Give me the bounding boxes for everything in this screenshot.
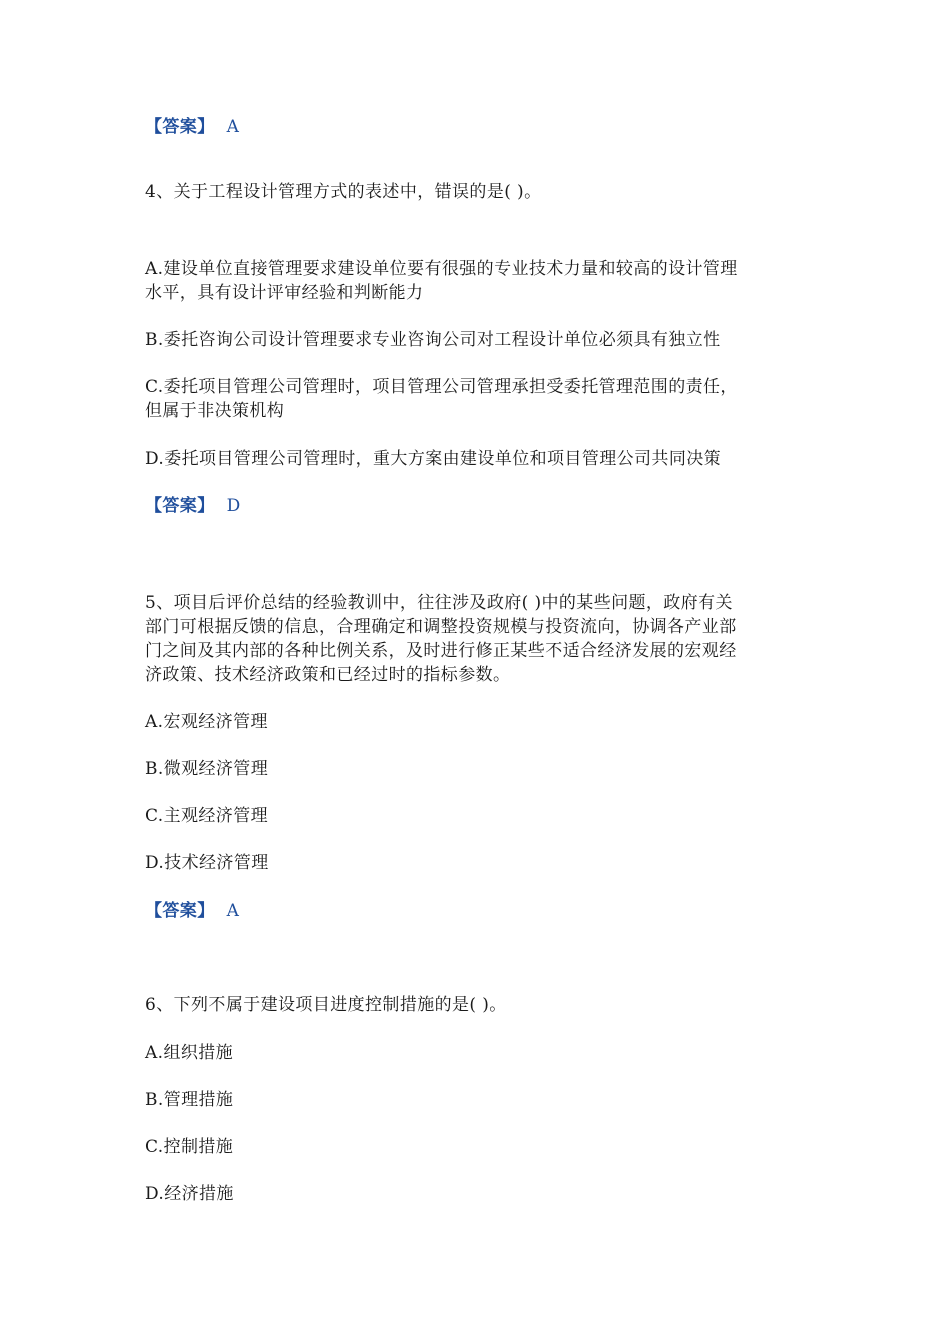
answer-line-q4 (145, 495, 241, 517)
question-5-option-b: B.微观经济管理 (145, 759, 269, 779)
question-6-option-c: C.控制措施 (145, 1137, 234, 1157)
answer-label: 【答案】 (145, 901, 215, 921)
answer-value: A (226, 117, 240, 137)
question-4-option-c-line1: C.委托项目管理公司管理时，项目管理公司管理承担受委托管理范围的责任， (145, 377, 738, 397)
question-6-option-b: B.管理措施 (145, 1090, 234, 1110)
answer-line-q5 (145, 900, 239, 922)
question-5-stem-line2: 部门可根据反馈的信息，合理确定和调整投资规模与投资流向，协调各产业部 (145, 617, 737, 637)
question-4-option-a-line2: 水平，具有设计评审经验和判断能力 (145, 283, 424, 303)
question-6-stem: 6、下列不属于建设项目进度控制措施的是( )。 (145, 995, 507, 1015)
question-4-option-b: B.委托咨询公司设计管理要求专业咨询公司对工程设计单位必须具有独立性 (145, 330, 721, 350)
answer-label: 【答案】 (145, 496, 215, 516)
question-6-option-a: A.组织措施 (145, 1043, 234, 1063)
question-5-stem-line3: 门之间及其内部的各种比例关系，及时进行修正某些不适合经济发展的宏观经 (145, 641, 737, 661)
answer-line-q3 (145, 116, 239, 138)
answer-label: 【答案】 (145, 117, 215, 137)
question-5-stem-line4: 济政策、技术经济政策和已经过时的指标参数。 (145, 665, 511, 685)
question-4-option-c-line2: 但属于非决策机构 (145, 401, 285, 421)
question-4-option-a-line1: A.建设单位直接管理要求建设单位要有很强的专业技术力量和较高的设计管理 (145, 259, 738, 279)
question-5-stem-line1: 5、项目后评价总结的经验教训中，往往涉及政府( )中的某些问题，政府有关 (145, 593, 733, 613)
question-5-option-c: C.主观经济管理 (145, 806, 269, 826)
question-5-option-d: D.技术经济管理 (145, 853, 269, 873)
answer-value: D (226, 496, 241, 516)
question-4-option-d: D.委托项目管理公司管理时，重大方案由建设单位和项目管理公司共同决策 (145, 449, 722, 469)
question-4-stem: 4、关于工程设计管理方式的表述中，错误的是( )。 (145, 182, 542, 202)
question-6-option-d: D.经济措施 (145, 1184, 234, 1204)
answer-value: A (226, 901, 240, 921)
question-5-option-a: A.宏观经济管理 (145, 712, 268, 732)
